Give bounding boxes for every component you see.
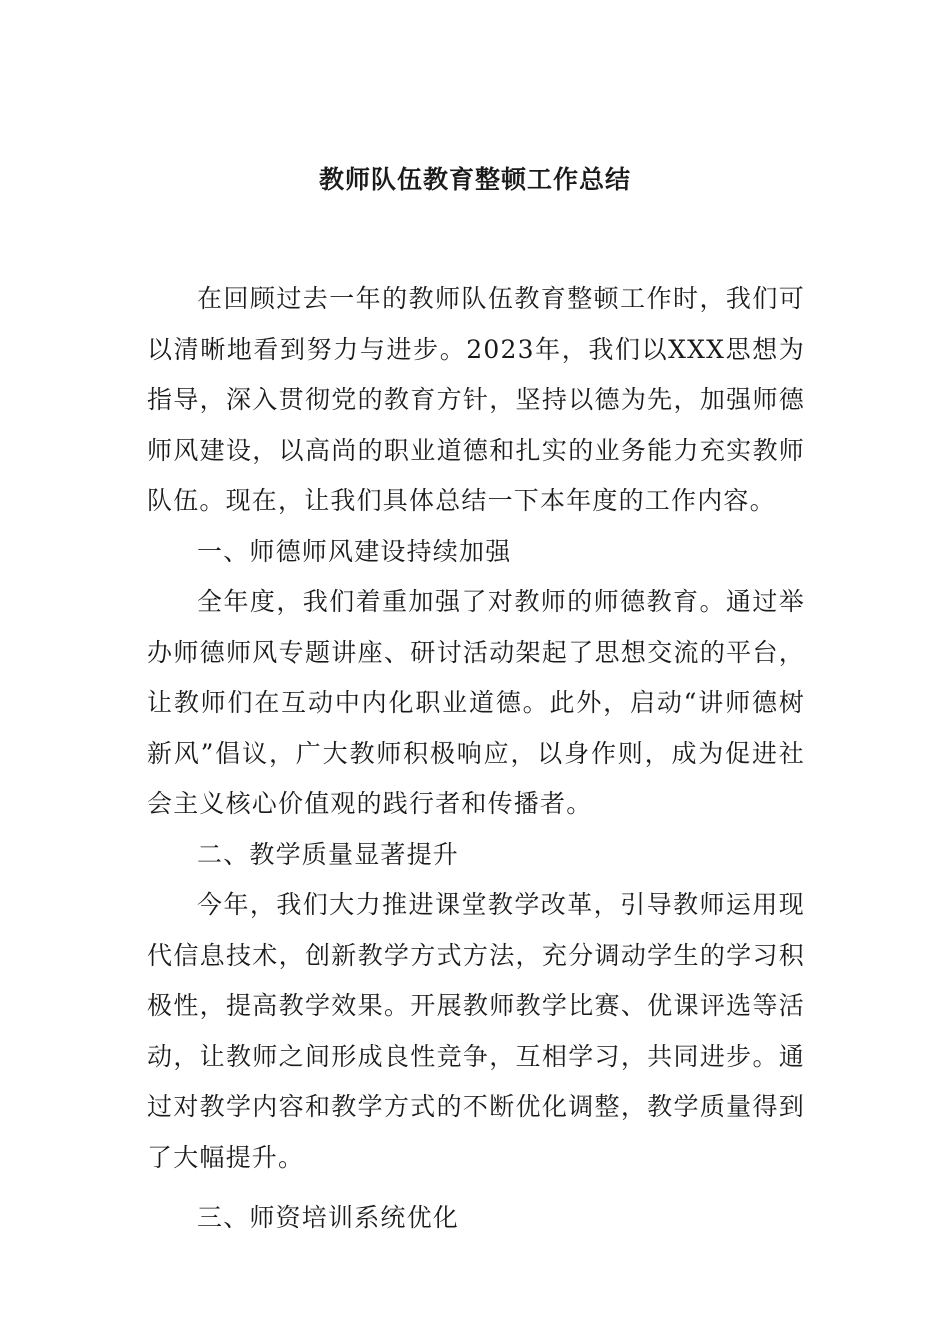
section-heading-3: 三、师资培训系统优化 bbox=[197, 1203, 460, 1232]
section-heading-1: 一、师德师风建设持续加强 bbox=[197, 536, 512, 566]
section-body-2: 今年，我们大力推进课堂教学改革，引导教师运用现代信息技术，创新教学方式方法，充分调动学生的学习积极性，提高教学效果。开展教师教学比赛、优课评选等活动，让教师之间形成良性竞争，互相学习，共同进步。通过对教学内容和教学方式的不断优化调整，教学质量得到了大幅提升。 bbox=[147, 890, 805, 1172]
intro-paragraph: 在回顾过去一年的教师队伍教育整顿工作时，我们可以清晰地看到努力与进步。2023年，我们以XXX思想为指导，深入贯彻党的教育方针，坚持以德为先，加强师德师风建设，以高尚的职业道德和扎实的业务能力充实教师队伍。现在，让我们具体总结一下本年度的工作内容。 bbox=[147, 284, 805, 515]
section-heading-2: 二、教学质量显著提升 bbox=[197, 839, 460, 869]
document-title: 教师队伍教育整顿工作总结 bbox=[318, 165, 631, 194]
document-body bbox=[147, 274, 805, 1244]
section-body-1: 全年度，我们着重加强了对教师的师德教育。通过举办师德师风专题讲座、研讨活动架起了思想交流的平台，让教师们在互动中内化职业道德。此外，启动“讲师德树新风”倡议，广大教师积极响应，以身作则，成为促进社会主义核心价值观的践行者和传播者。 bbox=[147, 587, 805, 818]
